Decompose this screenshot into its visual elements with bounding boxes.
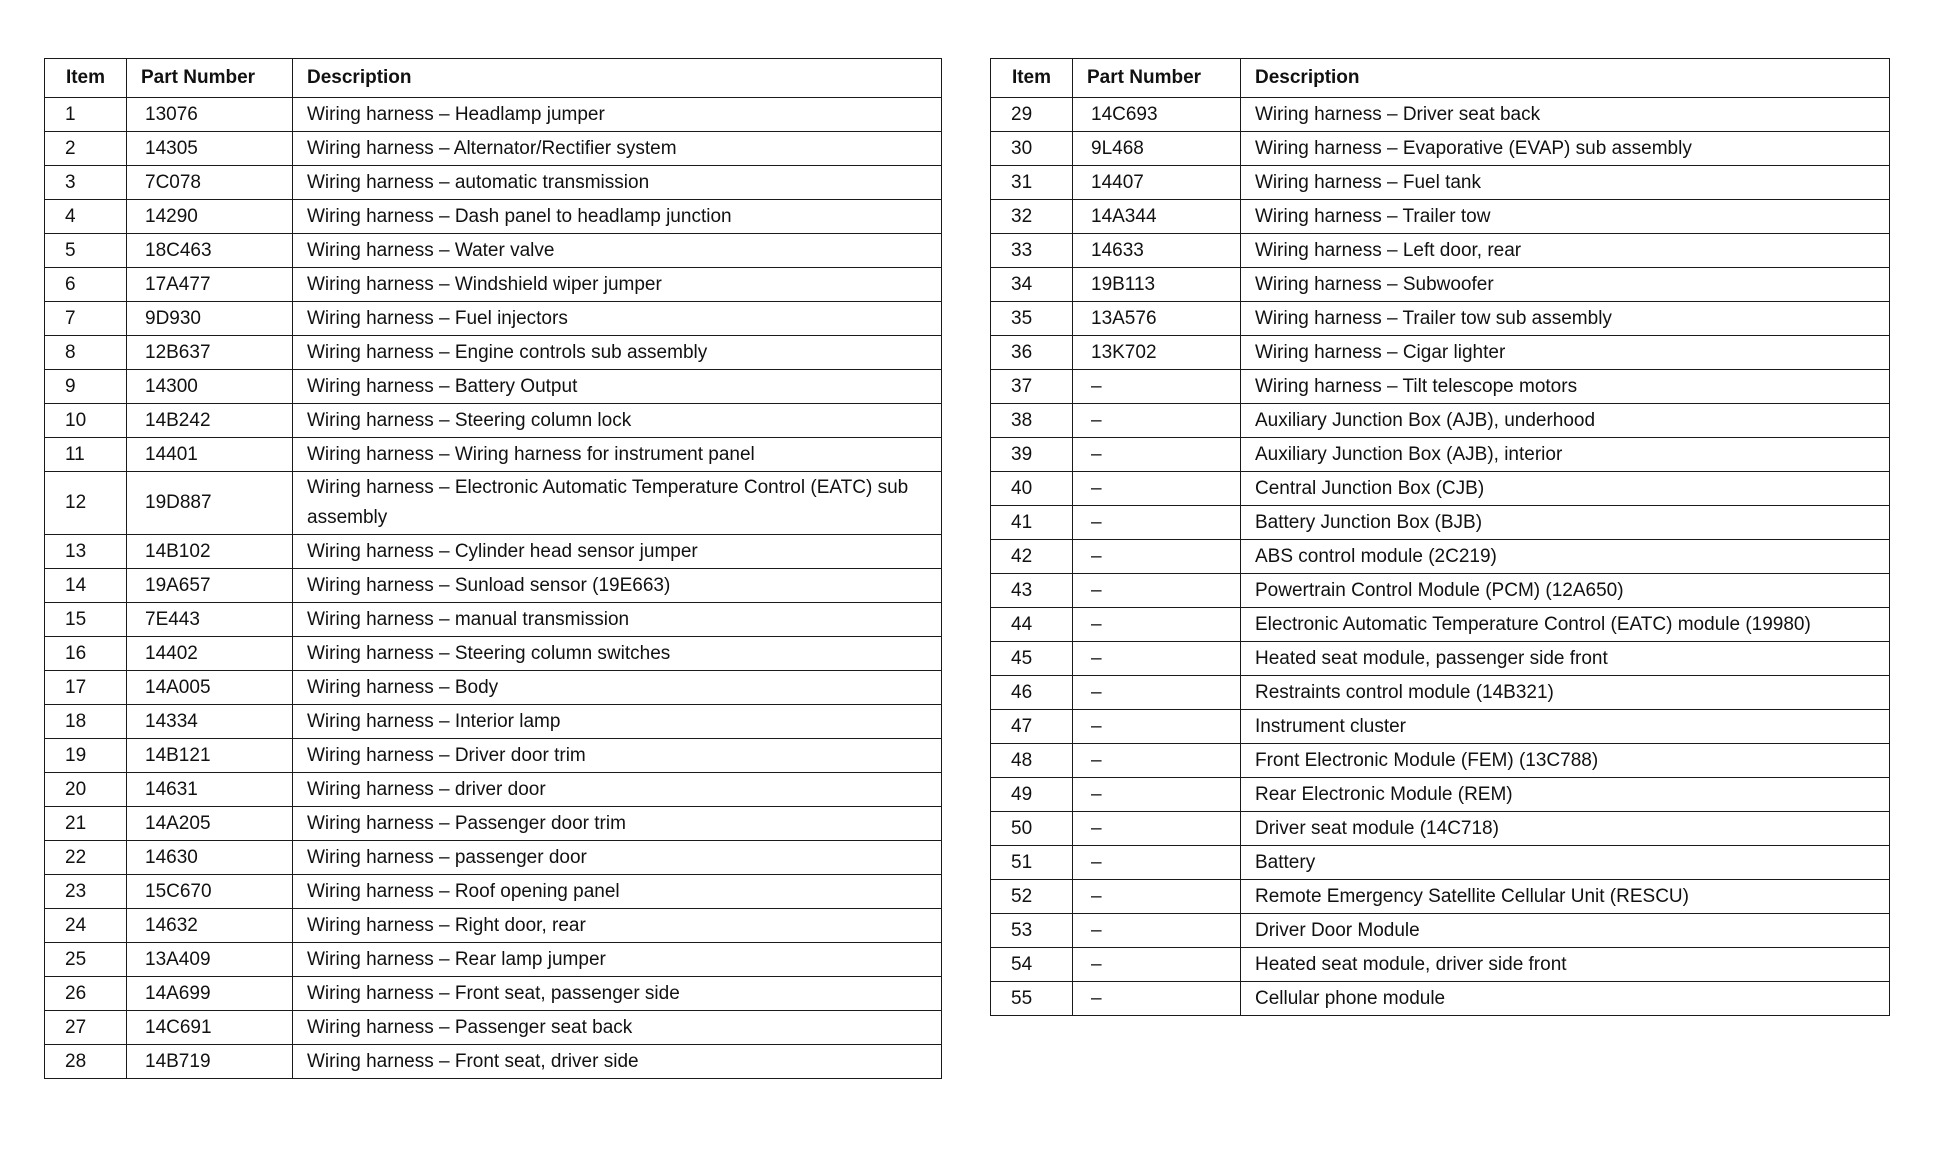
part-number-cell: 14A005 — [127, 671, 293, 705]
part-number-cell: 13A409 — [127, 943, 293, 977]
item-cell: 31 — [991, 166, 1073, 200]
column-header-description: Description — [1241, 59, 1890, 98]
item-cell: 3 — [45, 166, 127, 200]
description-cell: Wiring harness – Alternator/Rectifier system — [293, 132, 942, 166]
part-number-cell: 19D887 — [127, 472, 293, 535]
description-cell: Wiring harness – Windshield wiper jumper — [293, 268, 942, 302]
part-number-cell: 14A699 — [127, 977, 293, 1011]
item-cell: 6 — [45, 268, 127, 302]
part-number-cell: – — [1073, 812, 1241, 846]
part-number-cell: – — [1073, 642, 1241, 676]
description-cell: Central Junction Box (CJB) — [1241, 472, 1890, 506]
description-cell: Wiring harness – passenger door — [293, 841, 942, 875]
description-cell: Battery Junction Box (BJB) — [1241, 506, 1890, 540]
description-cell: Rear Electronic Module (REM) — [1241, 778, 1890, 812]
table-row — [991, 880, 1890, 914]
part-number-cell: 13A576 — [1073, 302, 1241, 336]
table-row — [45, 234, 942, 268]
item-cell: 49 — [991, 778, 1073, 812]
item-cell: 13 — [45, 535, 127, 569]
item-cell: 16 — [45, 637, 127, 671]
description-cell: Auxiliary Junction Box (AJB), interior — [1241, 438, 1890, 472]
item-cell: 1 — [45, 98, 127, 132]
description-cell: Wiring harness – Engine controls sub assembly — [293, 336, 942, 370]
part-number-cell: 14B121 — [127, 739, 293, 773]
table-row — [45, 200, 942, 234]
part-number-cell: 14A205 — [127, 807, 293, 841]
description-cell: Powertrain Control Module (PCM) (12A650) — [1241, 574, 1890, 608]
table-row — [991, 404, 1890, 438]
part-number-cell: – — [1073, 778, 1241, 812]
part-number-cell: 15C670 — [127, 875, 293, 909]
description-cell: Front Electronic Module (FEM) (13C788) — [1241, 744, 1890, 778]
part-number-cell: – — [1073, 880, 1241, 914]
description-cell: Wiring harness – automatic transmission — [293, 166, 942, 200]
table-row — [45, 438, 942, 472]
table-row — [991, 812, 1890, 846]
table-row — [45, 569, 942, 603]
table-row — [45, 302, 942, 336]
item-cell: 2 — [45, 132, 127, 166]
description-cell: Wiring harness – Rear lamp jumper — [293, 943, 942, 977]
table-row — [991, 710, 1890, 744]
description-cell: Remote Emergency Satellite Cellular Unit (RESCU) — [1241, 880, 1890, 914]
part-number-cell: 14407 — [1073, 166, 1241, 200]
item-cell: 27 — [45, 1011, 127, 1045]
item-cell: 24 — [45, 909, 127, 943]
description-cell: Cellular phone module — [1241, 982, 1890, 1016]
part-number-cell: 7C078 — [127, 166, 293, 200]
table-row — [45, 535, 942, 569]
item-cell: 5 — [45, 234, 127, 268]
item-cell: 17 — [45, 671, 127, 705]
column-header-part-number: Part Number — [127, 59, 293, 98]
table-row — [45, 166, 942, 200]
parts-table-left-body — [45, 98, 942, 1079]
item-cell: 9 — [45, 370, 127, 404]
table-row — [991, 370, 1890, 404]
table-row — [991, 506, 1890, 540]
table-row — [991, 336, 1890, 370]
description-cell: Wiring harness – Wiring harness for instrument panel — [293, 438, 942, 472]
description-cell: Instrument cluster — [1241, 710, 1890, 744]
part-number-cell: – — [1073, 506, 1241, 540]
description-cell: Wiring harness – Interior lamp — [293, 705, 942, 739]
item-cell: 18 — [45, 705, 127, 739]
description-cell: Wiring harness – Subwoofer — [1241, 268, 1890, 302]
part-number-cell: 14305 — [127, 132, 293, 166]
item-cell: 15 — [45, 603, 127, 637]
description-cell: Wiring harness – Cigar lighter — [1241, 336, 1890, 370]
table-row — [991, 438, 1890, 472]
parts-table-left — [44, 58, 942, 1079]
description-cell: Wiring harness – Left door, rear — [1241, 234, 1890, 268]
part-number-cell: – — [1073, 574, 1241, 608]
description-cell: Battery — [1241, 846, 1890, 880]
item-cell: 43 — [991, 574, 1073, 608]
part-number-cell: 19B113 — [1073, 268, 1241, 302]
table-row — [45, 671, 942, 705]
item-cell: 29 — [991, 98, 1073, 132]
description-cell: Wiring harness – Body — [293, 671, 942, 705]
item-cell: 28 — [45, 1045, 127, 1079]
item-cell: 21 — [45, 807, 127, 841]
item-cell: 12 — [45, 472, 127, 535]
item-cell: 35 — [991, 302, 1073, 336]
part-number-cell: 9L468 — [1073, 132, 1241, 166]
part-number-cell: 14631 — [127, 773, 293, 807]
description-cell: Wiring harness – Evaporative (EVAP) sub assembly — [1241, 132, 1890, 166]
part-number-cell: – — [1073, 472, 1241, 506]
item-cell: 37 — [991, 370, 1073, 404]
part-number-cell: 14B719 — [127, 1045, 293, 1079]
item-cell: 20 — [45, 773, 127, 807]
item-cell: 39 — [991, 438, 1073, 472]
part-number-cell: 14630 — [127, 841, 293, 875]
part-number-cell: – — [1073, 676, 1241, 710]
table-row — [991, 268, 1890, 302]
description-cell: Wiring harness – driver door — [293, 773, 942, 807]
table-row — [45, 268, 942, 302]
table-row — [45, 1045, 942, 1079]
part-number-cell: – — [1073, 370, 1241, 404]
description-cell: Wiring harness – Sunload sensor (19E663) — [293, 569, 942, 603]
part-number-cell: 14290 — [127, 200, 293, 234]
description-cell: ABS control module (2C219) — [1241, 540, 1890, 574]
part-number-cell: 14334 — [127, 705, 293, 739]
description-cell: Wiring harness – Cylinder head sensor jumper — [293, 535, 942, 569]
item-cell: 46 — [991, 676, 1073, 710]
item-cell: 41 — [991, 506, 1073, 540]
item-cell: 55 — [991, 982, 1073, 1016]
item-cell: 44 — [991, 608, 1073, 642]
table-row — [45, 370, 942, 404]
description-cell: Electronic Automatic Temperature Control (EATC) module (19980) — [1241, 608, 1890, 642]
description-cell: Wiring harness – Roof opening panel — [293, 875, 942, 909]
parts-table-right — [990, 58, 1890, 1016]
part-number-cell: 14C693 — [1073, 98, 1241, 132]
table-row — [45, 98, 942, 132]
item-cell: 7 — [45, 302, 127, 336]
table-row — [991, 948, 1890, 982]
item-cell: 4 — [45, 200, 127, 234]
item-cell: 10 — [45, 404, 127, 438]
part-number-cell: 14632 — [127, 909, 293, 943]
item-cell: 30 — [991, 132, 1073, 166]
part-number-cell: 13K702 — [1073, 336, 1241, 370]
description-cell: Auxiliary Junction Box (AJB), underhood — [1241, 404, 1890, 438]
table-row — [45, 875, 942, 909]
table-row — [45, 1011, 942, 1045]
table-row — [45, 773, 942, 807]
part-number-cell: – — [1073, 608, 1241, 642]
column-header-item: Item — [45, 59, 127, 98]
description-cell: Wiring harness – Tilt telescope motors — [1241, 370, 1890, 404]
item-cell: 19 — [45, 739, 127, 773]
description-cell: Driver seat module (14C718) — [1241, 812, 1890, 846]
table-row — [991, 472, 1890, 506]
item-cell: 52 — [991, 880, 1073, 914]
description-cell: Driver Door Module — [1241, 914, 1890, 948]
table-header-row — [45, 59, 942, 98]
description-cell: Wiring harness – Fuel injectors — [293, 302, 942, 336]
part-number-cell: 14401 — [127, 438, 293, 472]
part-number-cell: – — [1073, 744, 1241, 778]
description-cell: Wiring harness – Electronic Automatic Temperature Control (EATC) sub assembly — [293, 472, 942, 535]
item-cell: 22 — [45, 841, 127, 875]
table-row — [991, 676, 1890, 710]
item-cell: 33 — [991, 234, 1073, 268]
description-cell: Wiring harness – Dash panel to headlamp junction — [293, 200, 942, 234]
description-cell: Heated seat module, driver side front — [1241, 948, 1890, 982]
table-row — [991, 914, 1890, 948]
item-cell: 32 — [991, 200, 1073, 234]
item-cell: 53 — [991, 914, 1073, 948]
parts-table-right-body — [991, 98, 1890, 1016]
part-number-cell: 14633 — [1073, 234, 1241, 268]
description-cell: Wiring harness – Driver seat back — [1241, 98, 1890, 132]
description-cell: Wiring harness – Right door, rear — [293, 909, 942, 943]
column-header-description: Description — [293, 59, 942, 98]
description-cell: Wiring harness – Front seat, passenger side — [293, 977, 942, 1011]
description-cell: Restraints control module (14B321) — [1241, 676, 1890, 710]
table-row — [45, 404, 942, 438]
description-cell: Wiring harness – Passenger door trim — [293, 807, 942, 841]
part-number-cell: 13076 — [127, 98, 293, 132]
table-row — [991, 302, 1890, 336]
table-row — [991, 846, 1890, 880]
part-number-cell: – — [1073, 948, 1241, 982]
item-cell: 45 — [991, 642, 1073, 676]
part-number-cell: – — [1073, 438, 1241, 472]
description-cell: Wiring harness – Front seat, driver side — [293, 1045, 942, 1079]
description-cell: Wiring harness – Passenger seat back — [293, 1011, 942, 1045]
part-number-cell: 14C691 — [127, 1011, 293, 1045]
description-cell: Wiring harness – Headlamp jumper — [293, 98, 942, 132]
description-cell: Wiring harness – Steering column switches — [293, 637, 942, 671]
part-number-cell: – — [1073, 540, 1241, 574]
part-number-cell: – — [1073, 710, 1241, 744]
description-cell: Wiring harness – Fuel tank — [1241, 166, 1890, 200]
table-row — [45, 705, 942, 739]
table-row — [991, 574, 1890, 608]
item-cell: 48 — [991, 744, 1073, 778]
item-cell: 26 — [45, 977, 127, 1011]
part-number-cell: – — [1073, 914, 1241, 948]
description-cell: Wiring harness – Steering column lock — [293, 404, 942, 438]
column-header-item: Item — [991, 59, 1073, 98]
table-row — [45, 909, 942, 943]
item-cell: 11 — [45, 438, 127, 472]
table-row — [991, 540, 1890, 574]
part-number-cell: 12B637 — [127, 336, 293, 370]
description-cell: Wiring harness – Water valve — [293, 234, 942, 268]
table-row — [991, 982, 1890, 1016]
column-header-part-number: Part Number — [1073, 59, 1241, 98]
part-number-cell: – — [1073, 404, 1241, 438]
table-row — [991, 778, 1890, 812]
item-cell: 47 — [991, 710, 1073, 744]
part-number-cell: 7E443 — [127, 603, 293, 637]
part-number-cell: 14B102 — [127, 535, 293, 569]
part-number-cell: 14402 — [127, 637, 293, 671]
item-cell: 40 — [991, 472, 1073, 506]
item-cell: 34 — [991, 268, 1073, 302]
item-cell: 54 — [991, 948, 1073, 982]
table-row — [45, 336, 942, 370]
description-cell: Wiring harness – Battery Output — [293, 370, 942, 404]
description-cell: Wiring harness – manual transmission — [293, 603, 942, 637]
item-cell: 42 — [991, 540, 1073, 574]
description-cell: Wiring harness – Trailer tow sub assembly — [1241, 302, 1890, 336]
table-row — [991, 642, 1890, 676]
table-row — [991, 132, 1890, 166]
table-row — [991, 200, 1890, 234]
item-cell: 36 — [991, 336, 1073, 370]
table-row — [45, 841, 942, 875]
table-row — [45, 807, 942, 841]
table-row — [991, 744, 1890, 778]
table-row — [991, 166, 1890, 200]
item-cell: 25 — [45, 943, 127, 977]
description-cell: Heated seat module, passenger side front — [1241, 642, 1890, 676]
table-row — [991, 98, 1890, 132]
table-row — [45, 132, 942, 166]
part-number-cell: 19A657 — [127, 569, 293, 603]
part-number-cell: – — [1073, 846, 1241, 880]
part-number-cell: – — [1073, 982, 1241, 1016]
part-number-cell: 14300 — [127, 370, 293, 404]
description-cell: Wiring harness – Driver door trim — [293, 739, 942, 773]
table-row — [45, 603, 942, 637]
part-number-cell: 17A477 — [127, 268, 293, 302]
item-cell: 50 — [991, 812, 1073, 846]
part-number-cell: 14A344 — [1073, 200, 1241, 234]
description-cell: Wiring harness – Trailer tow — [1241, 200, 1890, 234]
item-cell: 14 — [45, 569, 127, 603]
table-row — [991, 234, 1890, 268]
table-row — [45, 637, 942, 671]
table-row — [45, 943, 942, 977]
part-number-cell: 18C463 — [127, 234, 293, 268]
table-header-row — [991, 59, 1890, 98]
item-cell: 8 — [45, 336, 127, 370]
part-number-cell: 14B242 — [127, 404, 293, 438]
table-row — [45, 739, 942, 773]
table-row — [991, 608, 1890, 642]
item-cell: 51 — [991, 846, 1073, 880]
item-cell: 38 — [991, 404, 1073, 438]
item-cell: 23 — [45, 875, 127, 909]
table-row — [45, 472, 942, 535]
part-number-cell: 9D930 — [127, 302, 293, 336]
table-row — [45, 977, 942, 1011]
